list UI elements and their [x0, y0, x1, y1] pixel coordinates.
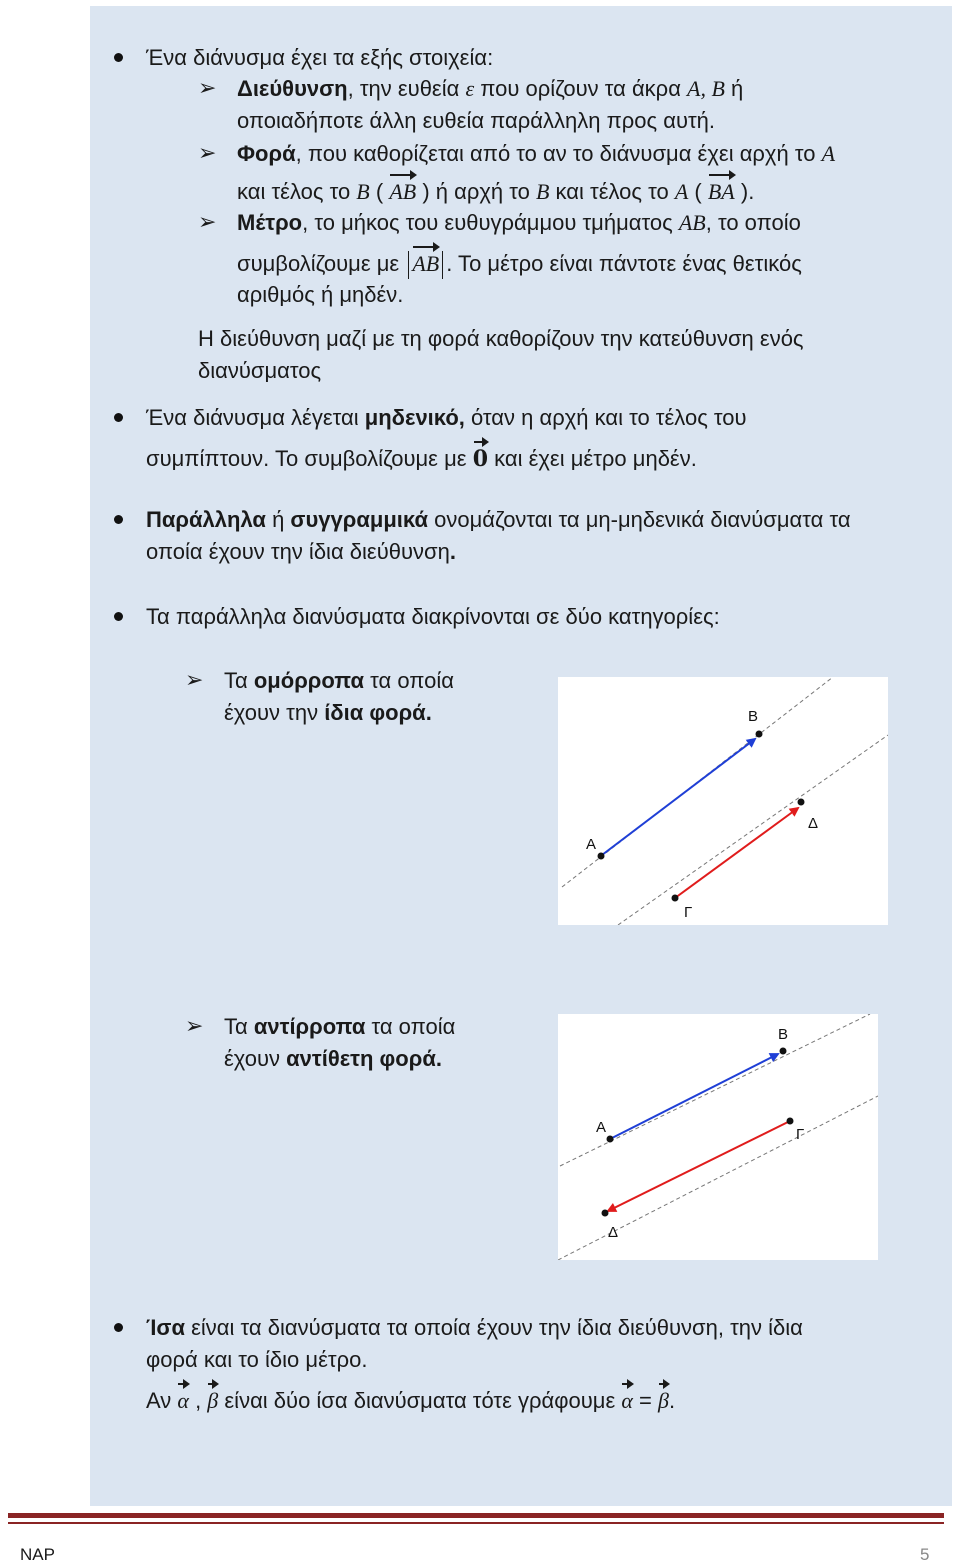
vector-gd-red	[608, 1121, 790, 1211]
vector-ab-blue	[610, 1054, 778, 1139]
vector-alpha-2: α	[621, 1381, 633, 1417]
vector-ba: BA	[708, 172, 735, 208]
bullet-4	[114, 612, 123, 621]
label-g: Γ	[796, 1126, 805, 1143]
point-b	[780, 1048, 787, 1055]
opposite-sense-figure	[558, 1014, 878, 1260]
bullet5-line1: Ίσα είναι τα διανύσματα τα οποία έχουν την ίδια διεύθυνση, την ίδια	[146, 1315, 803, 1340]
bullet-1	[114, 53, 123, 62]
same-sense-line2: έχουν την ίδια φορά.	[224, 700, 432, 725]
opposite-sense-line1: Τα αντίρροπα τα οποία	[224, 1014, 456, 1039]
point-b	[756, 731, 763, 738]
arrow-bullet-icon: ➢	[198, 141, 217, 166]
point-g	[672, 895, 679, 902]
bullet2-line2: συμπίπτουν. Το συμβολίζουμε με 0 και έχει μέτρο μηδέν.	[146, 439, 697, 475]
label-b: Β	[778, 1026, 789, 1043]
opposite-sense-line2: έχουν αντίθετη φορά.	[224, 1046, 442, 1071]
direction-line1: Διεύθυνση, την ευθεία ε που ορίζουν τα άκρα A, B ή	[237, 76, 744, 101]
note-line2: διανύσματος	[198, 358, 322, 383]
vector-beta: β	[207, 1381, 218, 1417]
label-g: Γ	[684, 904, 693, 921]
page-number: 5	[920, 1545, 930, 1564]
label-d: Δ	[608, 1224, 619, 1241]
point-a	[598, 853, 605, 860]
footer-left: NAP	[20, 1545, 55, 1564]
magnitude-line3: αριθμός ή μηδέν.	[237, 282, 404, 307]
label-d: Δ	[808, 815, 819, 832]
dashed-line-2	[618, 735, 888, 925]
bullet1-intro: Ένα διάνυσμα έχει τα εξής στοιχεία:	[146, 45, 494, 70]
footer-rule-thick	[8, 1513, 944, 1518]
direction-line2: οποιαδήποτε άλλη ευθεία παράλληλη προς αυτή.	[237, 108, 716, 133]
dashed-line-1	[560, 1014, 870, 1166]
point-d	[798, 799, 805, 806]
magnitude-line2: συμβολίζουμε με AB . Το μέτρο είναι πάντοτε ένας θετικός	[237, 244, 802, 280]
point-g	[787, 1118, 794, 1125]
bullet-3	[114, 515, 123, 524]
point-a	[607, 1136, 614, 1143]
magnitude-line1: Μέτρο, το μήκος του ευθυγράμμου τμήματος AB, το οποίο	[237, 210, 801, 235]
label-b: Β	[748, 708, 759, 725]
arrow-bullet-icon: ➢	[185, 1014, 204, 1039]
bullet3-line2: οποία έχουν την ίδια διεύθυνση.	[146, 539, 456, 564]
arrow-bullet-icon: ➢	[198, 76, 217, 101]
vector-gd-red	[675, 808, 798, 898]
bullet3-line1: Παράλληλα ή συγγραμμικά ονομάζονται τα μη-μηδενικά διανύσματα τα	[146, 507, 851, 532]
bullet5-line2: φορά και το ίδιο μέτρο.	[146, 1347, 368, 1372]
label-a: Α	[586, 836, 597, 853]
point-d	[602, 1210, 609, 1217]
bullet5-line3: Αν α , β είναι δύο ίσα διανύσματα τότε γράφουμε α = β.	[146, 1381, 675, 1417]
note-line1: Η διεύθυνση μαζί με τη φορά καθορίζουν την κατεύθυνση ενός	[198, 326, 804, 351]
same-sense-line1: Τα ομόρροπα τα οποία	[224, 668, 454, 693]
footer-rule-thin	[8, 1522, 944, 1524]
label-a: Α	[596, 1119, 607, 1136]
same-sense-figure	[558, 677, 888, 925]
vector-beta-2: β	[658, 1381, 669, 1417]
zero-vector: 0	[473, 439, 488, 475]
vector-ab-magnitude: AB	[412, 244, 439, 280]
sense-line1: Φορά, που καθορίζεται από το αν το διάνυσμα έχει αρχή το A	[237, 141, 836, 166]
arrow-bullet-icon: ➢	[198, 210, 217, 235]
vector-alpha: α	[177, 1381, 189, 1417]
vector-ab: AB	[389, 172, 416, 208]
bullet-5	[114, 1323, 123, 1332]
sense-line2: και τέλος το B ( AB ) ή αρχή το B και τέλος το A ( BA ).	[237, 172, 754, 208]
arrow-bullet-icon: ➢	[185, 668, 204, 693]
bullet4-text: Τα παράλληλα διανύσματα διακρίνονται σε δύο κατηγορίες:	[146, 604, 720, 629]
vector-ab-blue	[602, 739, 755, 855]
bullet2-line1: Ένα διάνυσμα λέγεται μηδενικό, όταν η αρχή και το τέλος του	[146, 405, 747, 430]
bullet-2	[114, 413, 123, 422]
